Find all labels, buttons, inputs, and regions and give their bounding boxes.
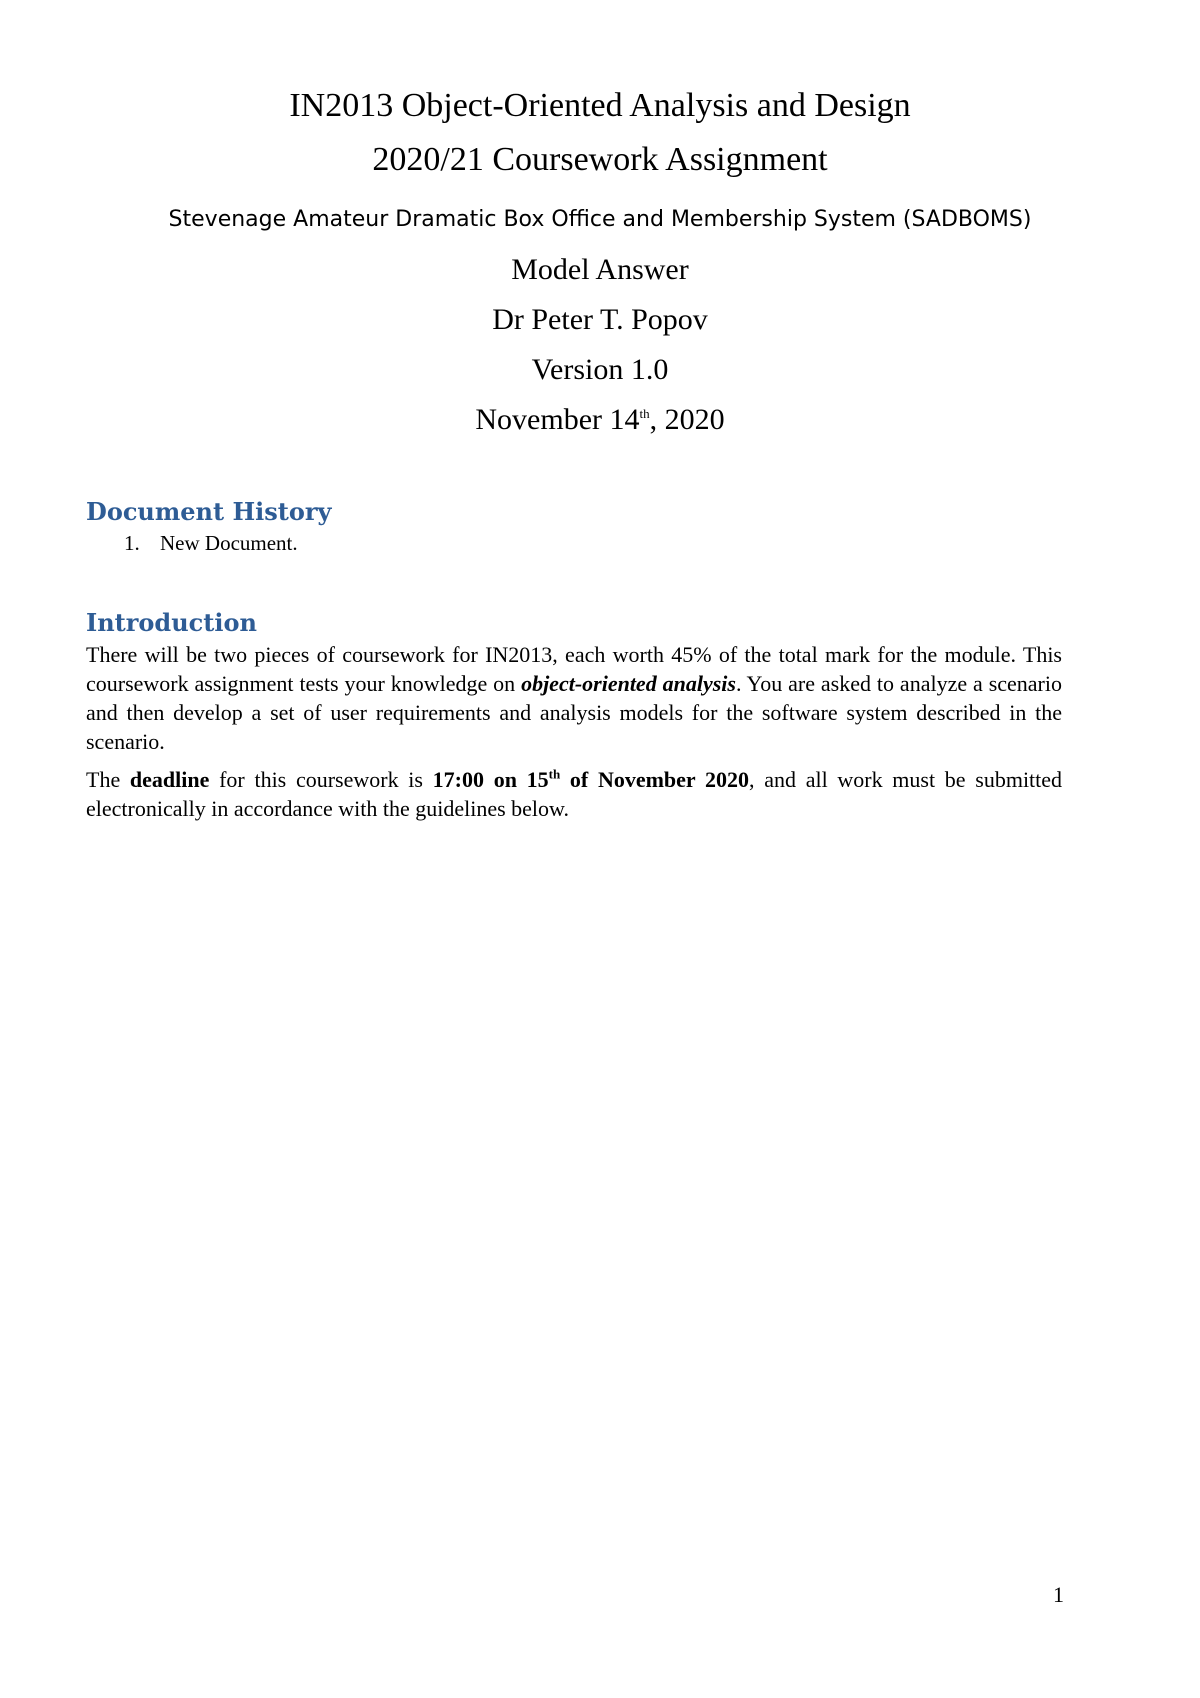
document-history-list	[124, 530, 298, 556]
document-history-heading: Document History	[86, 497, 332, 526]
introduction-heading: Introduction	[86, 608, 257, 637]
author-name: Dr Peter T. Popov	[492, 303, 708, 336]
introduction-paragraph-2: The deadline for this coursework is 17:00 on 15th of November 2020, and all work must be submitted electronically in accordance with the guidelines below.	[86, 766, 1063, 821]
course-title: IN2013 Object-Oriented Analysis and Design	[289, 87, 911, 124]
title-block	[0, 86, 1200, 438]
document-date: November 14th, 2020	[475, 403, 725, 436]
introduction-paragraph-1: There will be two pieces of coursework for IN2013, each worth 45% of the total mark for the module. This coursework assignment tests your knowledge on object-oriented analysis. You are asked to analyze a scenario and then develop a set of user requirements and analysis models for the software system described in the scenario.	[86, 642, 1062, 754]
system-name: Stevenage Amateur Dramatic Box Office and Membership System (SADBOMS)	[168, 207, 1032, 232]
version-label: Version 1.0	[531, 353, 669, 386]
model-answer-label: Model Answer	[511, 253, 689, 286]
page-number: 1	[1053, 1582, 1064, 1607]
list-item: 1. New Document.	[124, 531, 298, 555]
assignment-title: 2020/21 Coursework Assignment	[372, 141, 828, 178]
